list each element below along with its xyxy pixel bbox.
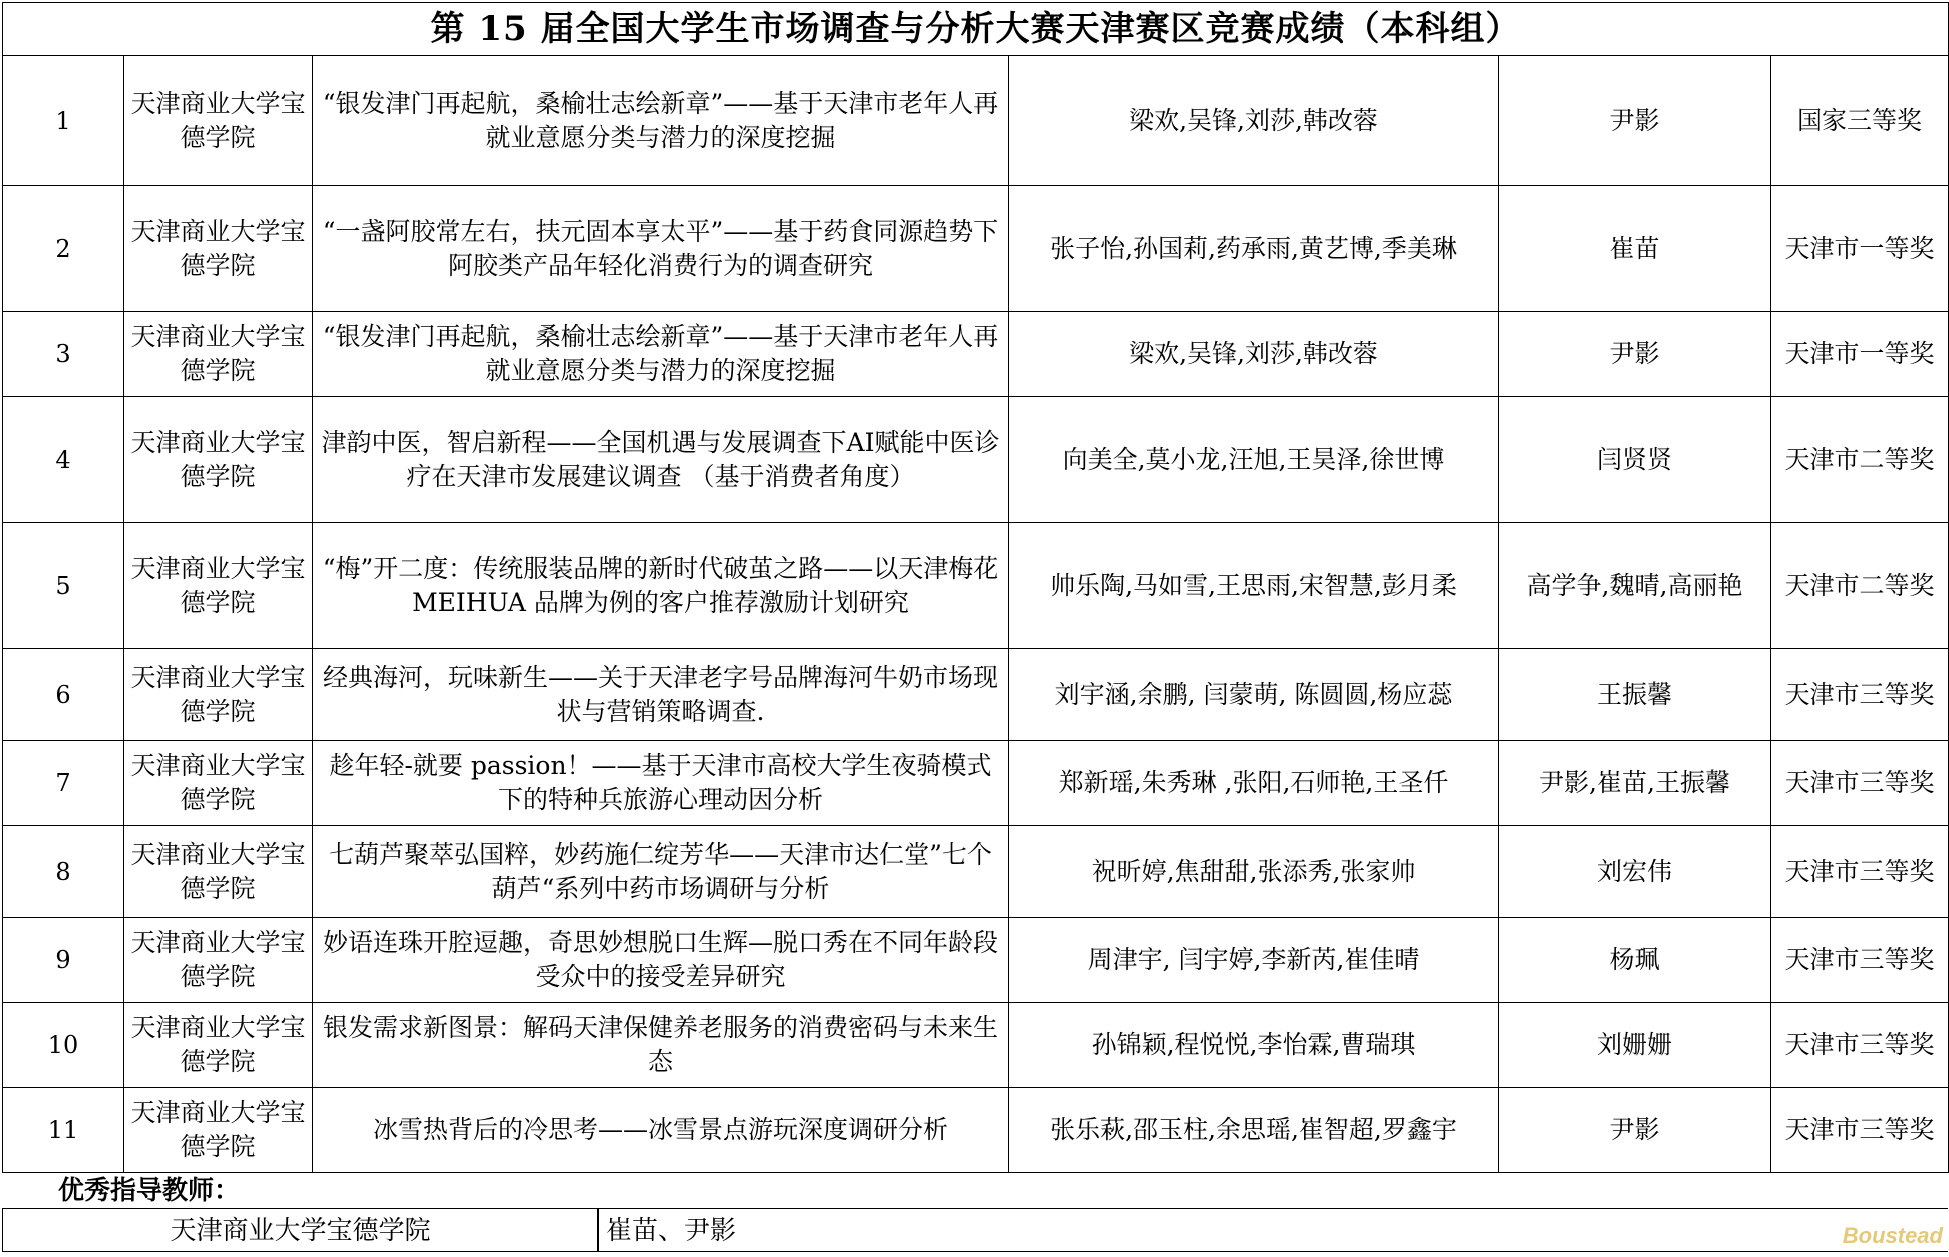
row-teachers: 崔苗 bbox=[1499, 186, 1771, 312]
row-project: “一盏阿胶常左右，扶元固本享太平”——基于药食同源趋势下阿胶类产品年轻化消费行为的调查研究 bbox=[313, 186, 1009, 312]
table-row bbox=[3, 56, 1949, 186]
table-row bbox=[3, 649, 1949, 741]
table-row bbox=[3, 741, 1949, 826]
row-award: 天津市二等奖 bbox=[1771, 523, 1949, 649]
row-award: 天津市三等奖 bbox=[1771, 649, 1949, 741]
row-teachers: 刘姗姗 bbox=[1499, 1003, 1771, 1088]
results-table bbox=[2, 2, 1949, 1173]
row-teachers: 尹影 bbox=[1499, 56, 1771, 186]
row-teachers: 王振馨 bbox=[1499, 649, 1771, 741]
row-project: 津韵中医，智启新程——全国机遇与发展调查下AI赋能中医诊疗在天津市发展建议调查 （基于消费者角度） bbox=[313, 397, 1009, 523]
row-index: 4 bbox=[3, 397, 124, 523]
page-title: 第 15 届全国大学生市场调查与分析大赛天津赛区竞赛成绩（本科组） bbox=[3, 3, 1949, 56]
row-index: 9 bbox=[3, 918, 124, 1003]
row-index: 7 bbox=[3, 741, 124, 826]
row-members: 向美全,莫小龙,汪旭,王昊泽,徐世博 bbox=[1009, 397, 1499, 523]
excellent-teachers-heading: 优秀指导教师： bbox=[58, 1176, 241, 1206]
row-award: 天津市三等奖 bbox=[1771, 1003, 1949, 1088]
row-teachers: 杨珮 bbox=[1499, 918, 1771, 1003]
table-row bbox=[3, 523, 1949, 649]
row-project: 冰雪热背后的冷思考——冰雪景点游玩深度调研分析 bbox=[313, 1088, 1009, 1173]
row-school: 天津商业大学宝德学院 bbox=[124, 186, 313, 312]
row-members: 周津宇, 闫宇婷,李新芮,崔佳晴 bbox=[1009, 918, 1499, 1003]
table-row bbox=[3, 1088, 1949, 1173]
row-members: 郑新瑶,朱秀琳 ,张阳,石师艳,王圣仟 bbox=[1009, 741, 1499, 826]
row-project: 趁年轻-就要 passion！——基于天津市高校大学生夜骑模式下的特种兵旅游心理动因分析 bbox=[313, 741, 1009, 826]
row-project: 银发需求新图景：解码天津保健养老服务的消费密码与未来生态 bbox=[313, 1003, 1009, 1088]
row-members: 孙锦颖,程悦悦,李怡霖,曹瑞琪 bbox=[1009, 1003, 1499, 1088]
row-award: 天津市三等奖 bbox=[1771, 741, 1949, 826]
excellent-teachers-school: 天津商业大学宝德学院 bbox=[2, 1208, 599, 1252]
row-teachers: 尹影 bbox=[1499, 312, 1771, 397]
excellent-teachers-row bbox=[2, 1208, 1948, 1252]
row-award: 国家三等奖 bbox=[1771, 56, 1949, 186]
table-row bbox=[3, 826, 1949, 918]
row-project: 经典海河，玩味新生——关于天津老字号品牌海河牛奶市场现状与营销策略调查. bbox=[313, 649, 1009, 741]
row-school: 天津商业大学宝德学院 bbox=[124, 397, 313, 523]
row-members: 梁欢,吴锋,刘莎,韩改蓉 bbox=[1009, 312, 1499, 397]
excellent-teachers-names: 崔苗、尹影 bbox=[597, 1208, 1948, 1252]
row-members: 刘宇涵,余鹏, 闫蒙萌, 陈圆圆,杨应蕊 bbox=[1009, 649, 1499, 741]
row-school: 天津商业大学宝德学院 bbox=[124, 649, 313, 741]
row-award: 天津市一等奖 bbox=[1771, 186, 1949, 312]
title-row bbox=[3, 3, 1949, 56]
row-index: 10 bbox=[3, 1003, 124, 1088]
row-project: “梅”开二度：传统服装品牌的新时代破茧之路——以天津梅花MEIHUA 品牌为例的客户推荐激励计划研究 bbox=[313, 523, 1009, 649]
row-award: 天津市一等奖 bbox=[1771, 312, 1949, 397]
row-school: 天津商业大学宝德学院 bbox=[124, 56, 313, 186]
row-teachers: 尹影 bbox=[1499, 1088, 1771, 1173]
row-project: 七葫芦聚萃弘国粹，妙药施仁绽芳华——天津市达仁堂”七个葫芦“系列中药市场调研与分析 bbox=[313, 826, 1009, 918]
row-award: 天津市二等奖 bbox=[1771, 397, 1949, 523]
row-award: 天津市三等奖 bbox=[1771, 826, 1949, 918]
row-school: 天津商业大学宝德学院 bbox=[124, 523, 313, 649]
row-index: 11 bbox=[3, 1088, 124, 1173]
table-row bbox=[3, 1003, 1949, 1088]
table-row bbox=[3, 186, 1949, 312]
row-index: 8 bbox=[3, 826, 124, 918]
row-award: 天津市三等奖 bbox=[1771, 918, 1949, 1003]
row-index: 2 bbox=[3, 186, 124, 312]
row-school: 天津商业大学宝德学院 bbox=[124, 918, 313, 1003]
row-project: 妙语连珠开腔逗趣，奇思妙想脱口生辉—脱口秀在不同年龄段受众中的接受差异研究 bbox=[313, 918, 1009, 1003]
row-school: 天津商业大学宝德学院 bbox=[124, 1088, 313, 1173]
row-members: 张子怡,孙国莉,药承雨,黄艺博,季美琳 bbox=[1009, 186, 1499, 312]
row-members: 张乐萩,邵玉柱,余思瑶,崔智超,罗鑫宇 bbox=[1009, 1088, 1499, 1173]
row-members: 帅乐陶,马如雪,王思雨,宋智慧,彭月柔 bbox=[1009, 523, 1499, 649]
table-row bbox=[3, 312, 1949, 397]
row-members: 梁欢,吴锋,刘莎,韩改蓉 bbox=[1009, 56, 1499, 186]
row-project: “银发津门再起航，桑榆壮志绘新章”——基于天津市老年人再就业意愿分类与潜力的深度挖掘 bbox=[313, 56, 1009, 186]
row-school: 天津商业大学宝德学院 bbox=[124, 741, 313, 826]
row-teachers: 刘宏伟 bbox=[1499, 826, 1771, 918]
row-teachers: 高学争,魏晴,高丽艳 bbox=[1499, 523, 1771, 649]
table-row bbox=[3, 397, 1949, 523]
row-teachers: 闫贤贤 bbox=[1499, 397, 1771, 523]
row-index: 5 bbox=[3, 523, 124, 649]
row-award: 天津市三等奖 bbox=[1771, 1088, 1949, 1173]
row-school: 天津商业大学宝德学院 bbox=[124, 1003, 313, 1088]
row-teachers: 尹影,崔苗,王振馨 bbox=[1499, 741, 1771, 826]
row-members: 祝昕婷,焦甜甜,张添秀,张家帅 bbox=[1009, 826, 1499, 918]
row-project: “银发津门再起航，桑榆壮志绘新章”——基于天津市老年人再就业意愿分类与潜力的深度挖掘 bbox=[313, 312, 1009, 397]
row-index: 1 bbox=[3, 56, 124, 186]
table-row bbox=[3, 918, 1949, 1003]
row-school: 天津商业大学宝德学院 bbox=[124, 312, 313, 397]
row-index: 6 bbox=[3, 649, 124, 741]
watermark-logo: Boustead bbox=[1842, 1223, 1943, 1248]
row-index: 3 bbox=[3, 312, 124, 397]
row-school: 天津商业大学宝德学院 bbox=[124, 826, 313, 918]
